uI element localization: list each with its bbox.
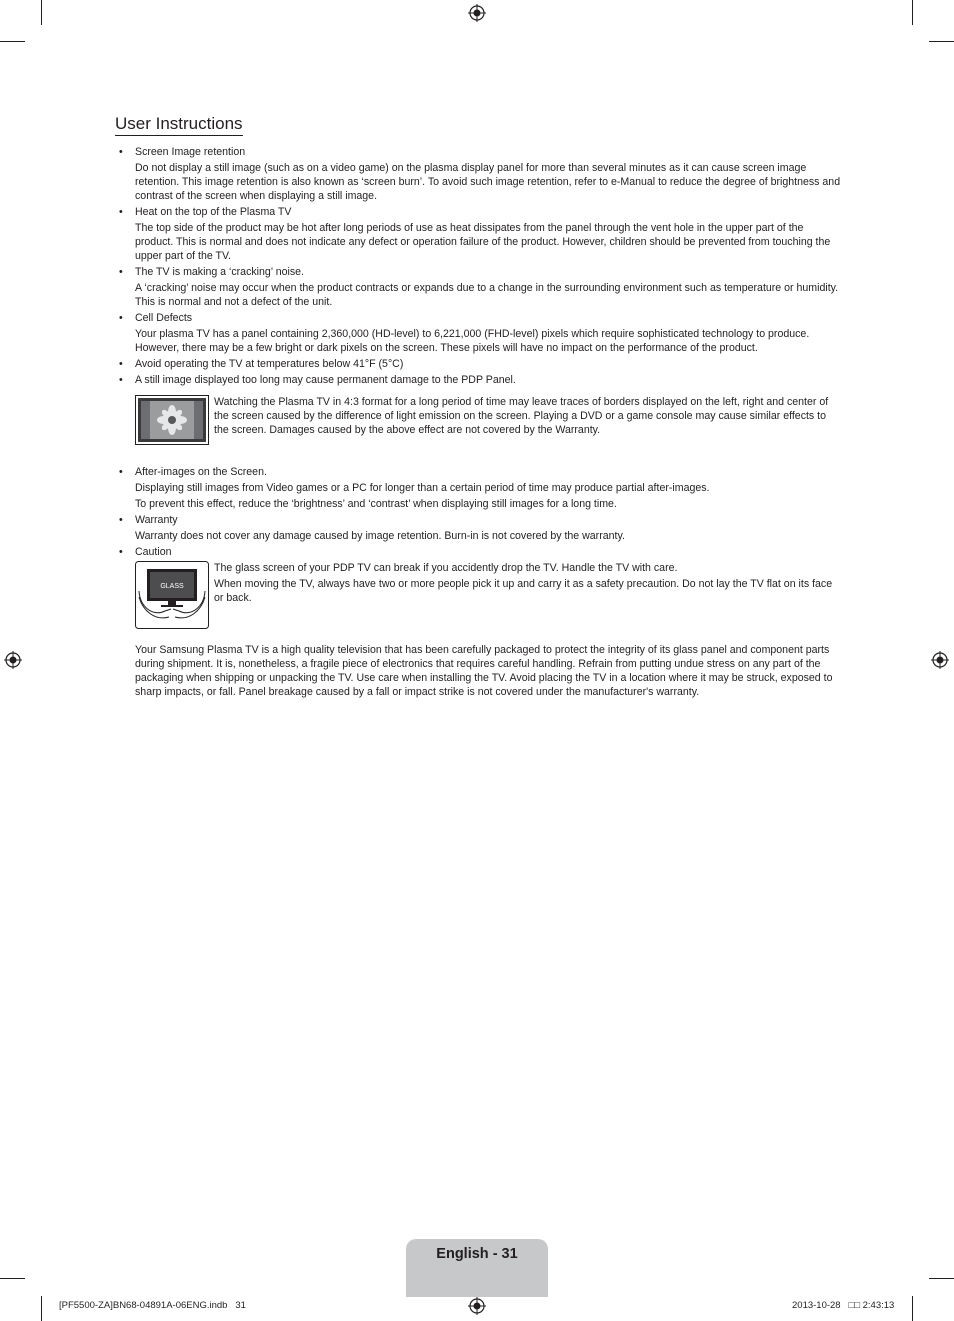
list-item [115,145,843,203]
item-description: Do not display a still image (such as on a video game) on the plasma display panel for more than several minutes as it can cause screen image retention. This image retention is also known as ‘screen burn’. To avoid such image retention, refer to e-Manual to reduce the degree of brightness and contrast of the screen when displaying a still image. [135,162,841,202]
crop-mark [929,41,954,42]
carry-caution-text: When moving the TV, always have two or more people pick it up and carry it as a safety precaution. Do not lay the TV flat on its face or back. [214,578,833,604]
hands-holding-tv-illustration [135,561,209,629]
list-item [115,373,843,387]
item-heading: • After-images on the Screen. [135,466,267,478]
list-item [115,513,843,543]
list-item [115,357,843,371]
item-heading: • Heat on the top of the Plasma TV [135,206,292,218]
item-heading: • Cell Defects [135,312,193,324]
item-heading: • Avoid operating the TV at temperatures below 41°F (5°C) [135,358,404,370]
crop-mark [929,1278,954,1279]
glass-label: GLASS [160,583,184,590]
crop-mark [41,0,42,25]
section-title: User Instructions [115,114,243,136]
item-heading: • A still image displayed too long may cause permanent damage to the PDP Panel. [135,374,516,386]
burn-in-description: Watching the Plasma TV in 4:3 format for a long period of time may leave traces of borders displayed on the left, right and center of the screen caused by the difference of light emission on the screen. Playing a DVD or a game console may cause similar effects to the screen. Damages caused by the above effect are not covered by the Warranty. [214,396,829,436]
file-slug: [PF5500-ZA]BN68-04891A-06ENG.indb 31 [59,1300,246,1311]
item-description: Warranty does not cover any damage caused by image retention. Burn-in is not covered by the warranty. [135,530,625,542]
registration-mark-icon [468,4,486,22]
closing-paragraph: Your Samsung Plasma TV is a high quality television that has been carefully packaged to protect the integrity of its glass panel and component parts during shipment. It is, nonetheless, a fragile piece of electronics that requires careful handling. Refrain from putting undue stress on any part of the packaging when shipping or unpacking the TV. Use care when installing the TV. Avoid placing the TV in a location where it may be struck, exposed to sharp impacts, or fall. Panel breakage caused by a fall or impact strike is not covered under the manufacturer's warranty. [135,644,833,698]
list-item [115,545,843,559]
item-description: A ‘cracking’ noise may occur when the product contracts or expands due to a change in the surrounding environment such as temperature or humidity. This is normal and not a defect of the unit. [135,282,839,308]
list-item [115,311,843,355]
registration-mark-icon [931,651,949,669]
item-heading: • Screen Image retention [135,146,246,158]
crop-mark [41,1296,42,1321]
item-heading: • Caution [135,546,172,558]
item-heading: • The TV is making a ‘cracking’ noise. [135,266,304,278]
item-description: The top side of the product may be hot after long periods of use as heat dissipates from the panel through the vent hole in the upper part of the product. This is normal and does not indicate any defect or operation failure of the product. However, children should be prevented from touching the upper part of the TV. [135,222,831,262]
tv-4-3-burn-in-illustration [135,395,209,445]
list-item [115,205,843,263]
page-number: English - 31 [436,1246,518,1262]
crop-mark [912,0,913,25]
item-description: Displaying still images from Video games or a PC for longer than a certain period of time may produce partial after-images. [135,482,710,494]
print-timestamp: 2013-10-28 □□ 2:43:13 [792,1300,895,1311]
content-body [115,143,843,699]
item-description: Your plasma TV has a panel containing 2,360,000 (HD-level) to 6,221,000 (FHD-level) pixels which require sophisticated technology to produce. However, there may be a few bright or dark pixels on the screen. These pixels will have no impact on the performance of the product. [135,328,810,354]
crop-mark [912,1296,913,1321]
registration-mark-icon [4,651,22,669]
item-heading: • Warranty [135,514,178,526]
registration-mark-icon [468,1297,486,1315]
list-item [115,465,843,511]
glass-caution-figure [135,561,843,629]
glass-caution-text: The glass screen of your PDP TV can break if you accidently drop the TV. Handle the TV with care. [214,562,678,574]
list-item [115,265,843,309]
burn-in-figure [135,395,843,445]
item-description: To prevent this effect, reduce the ‘brightness’ and ‘contrast’ when displaying still images for a long time. [135,498,617,510]
crop-mark [0,41,25,42]
crop-mark [0,1278,25,1279]
